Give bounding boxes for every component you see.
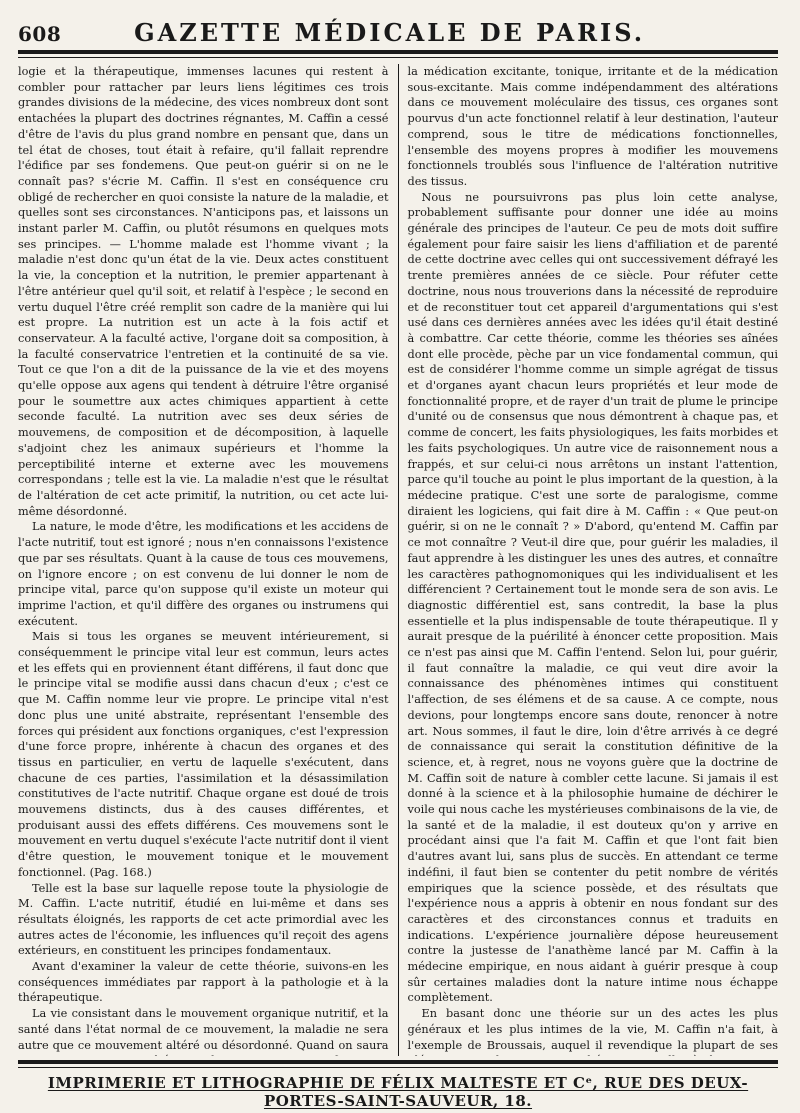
paragraph: En basant donc une théorie sur un des actes les plus généraux et les plus intimes de la vie, M. Caffin n'a fait, à l'exemple de Broussais, auquel il revendique la plupart de ses bbox=[407, 1007, 778, 1052]
paragraph: la médication excitante, tonique, irritante et de la médication sous-excitante. Mais comme indépendamment des altérations dans ce mouvement moléculaire des tissus, ces organes sont pourvus d'un acte fonctionnel relatif à leur destination, l'auteur comprend, sous le titre de médications fonctionnelles, l'ensemble des moyens propres à modifier les mouvemens fonctionnels troublés sous l'influence de l'altération nutritive des tissus. bbox=[407, 65, 778, 188]
paragraph: La nature, le mode d'être, les modifications et les accidens de l'acte nutritif, tout est ignoré ; nous n'en connaissons l'existence que par ses résultats. Quant à la cause de tous ces mouvemens, on l'ignore encore ; on est convenu de lui donner le nom de principe vital, parce qu'on suppose qu'il existe un moteur qui imprime l'action, et qu'il diffère des organes ou instrumens qui exécutent. bbox=[18, 520, 389, 628]
paragraph: Mais si tous les organes se meuvent intérieurement, si conséquemment le principe vital leur est commun, leurs actes et les effets qui en proviennent étant différens, il faut donc que le principe vital se modifie aussi dans chacun d'eux ; c'est ce que M. Caffin nomme leur vie propre. Le principe vital n'est donc plus une unité abstraite, représentant l'ensemble des forces qui président aux fonctions organiques, c'est l'expression d'une force propre, inhérente à chacun des organes et des tissus en particulier, en vertu de laquelle s'exécutent, dans chacune de ces parties, l'assimilation et la désassimilation constitutives de l'acte nutritif. Chaque organe est doué de trois mouvemens distincts, dus à des causes différentes, et produisant aussi des effets différens. Ces mouvemens sont le mouvement en vertu duquel s'exécute l'acte nutritif dont il vient d'être question, le mouvement tonique et le mouvement fonctionnel. (Pag. 168.) bbox=[18, 630, 389, 879]
journal-title: GAZETTE MÉDICALE DE PARIS. bbox=[134, 18, 646, 47]
paragraph: logie et la thérapeutique, immenses lacunes qui restent à combler pour rattacher par leurs liens légitimes ces trois grandes divisions de la médecine, des vices nombreux dont sont entachées la plupart des doctrines régnantes, M. Caffin a cessé d'être de l'avis du plus grand nombre en pensant que, dans un tel état de choses, tout était à refaire, qu'il fallait reprendre l'édifice par ses fondemens. Que peut-on guérir si on ne le connaît pas? s'écrie M. Caffin. Il s'est en conséquence cru obligé de rechercher en quoi consiste la nature de la maladie, et quelles sont ses circonstances. N'anticipons pas, et laissons un instant parler M. Caffin, ou plutôt résumons en quelques mots ses principes. — L'homme malade est l'homme vivant ; la maladie n'est donc qu'un état de la vie. Deux actes constituent la vie, la conception et la nutrition, le premier appartenant à l'être antérieur quel qu'il soit, et relatif à l'espèce ; le second en vertu duquel l'être créé remplit son cadre de la manière qui lui est propre. La nutrition est un acte à la fois actif et conservateur. A la faculté active, l'organe doit sa composition, à la faculté conservatrice l'entretien et la continuité de sa vie. Tout ce que l'on a dit de la puissance de la vie et des moyens qu'elle oppose aux agens qui tendent à détruire l'être organisé pour le soumettre aux actes chimiques appartient à cette seconde faculté. La nutrition avec ses deux séries de mouvemens, de composition et de décomposition, à laquelle s'adjoint chez les animaux supérieurs et l'homme la perceptibilité interne et externe avec les mouvemens correspondans ; telle est la vie. La maladie n'est que le résultat de l'altération de cet acte primitif, la nutrition, ou cet acte lui-même désordonné. bbox=[18, 65, 389, 518]
footer-rule-thin bbox=[18, 1067, 778, 1068]
printer-imprint: IMPRIMERIE ET LITHOGRAPHIE DE FÉLIX MALTESTE ET Cᵉ, RUE DES DEUX-PORTES-SAINT-SAUVEUR, 18. bbox=[47, 1074, 749, 1110]
right-column bbox=[398, 64, 779, 1056]
paragraph: Telle est la base sur laquelle repose toute la physiologie de M. Caffin. L'acte nutritif, étudié en lui-même et dans ses résultats éloignés, les rapports de cet acte primordial avec les autres actes de l'économie, les influences qu'il reçoit des agens extérieurs, en constituent les principes fondamentaux. bbox=[18, 881, 389, 958]
article-columns bbox=[18, 64, 778, 1056]
page-number: 608 bbox=[18, 22, 62, 46]
page-header bbox=[18, 18, 778, 48]
footer-rule bbox=[18, 1060, 778, 1064]
paragraph: Nous ne poursuivrons pas plus loin cette analyse, probablement suffisante pour donner une idée au moins générale des principes de l'auteur. Ce peu de mots doit suffire également pour faire saisir les liens d'affiliation et de parenté de cette doctrine avec celles qui ont successivement défrayé les trente premières années de ce siècle. Pour réfuter cette doctrine, nous nous trouverions dans la nécessité de reproduire et de reconstituer tout cet appareil d'argumentations qui s'est usé dans ces dernières années avec les idées qu'il était destiné à combattre. Car cette théorie, comme les théories ses aînées dont elle procède, pèche par un vice fondamental commun, qui est de considérer l'homme comme un simple agrégat de tissus et d'organes ayant chacun leurs propriétés et leur mode de fonctionnalité propre, et de rayer d'un trait de plume le principe d'unité ou de consensus que nous démontrent à chaque pas, et comme de concert, les faits physiologiques, les faits morbides et les faits psychologiques. Un autre vice de raisonnement nous a frappés, et sur celui-ci nous arrêtons un instant l'attention, parce qu'il touche au point le plus important de la question, à la médecine pratique. C'est une sorte de paralogisme, comme diraient les logiciens, qui fait dire à M. Caffin : « Que peut-on guérir, si on ne le connaît ? » D'abord, qu'entend M. Caffin par ce mot connaître ? Veut-il dire que, pour guérir les maladies, il faut apprendre à les distinguer les unes des autres, et connaître les caractères pathognomoniques qui les individualisent et les différencient ? Certainement tout le monde sera de son avis. Le diagnostic différentiel est, sans contredit, la base la plus essentielle et la plus indispensable de toute thérapeutique. Il y aurait presque de la puérilité à énoncer cette proposition. Mais ce n'est pas ainsi que M. Caffin l'entend. Selon lui, pour guérir, il faut connaître la maladie, ce qui veut dire avoir la connaissance des phénomènes intimes qui constituent l'affection, de ses élémens et de sa cause. A ce compte, nous devions, pour longtemps encore sans doute, renoncer à notre art. Nous sommes, il faut le dire, loin d'être arrivés à ce degré de connaissance qui serait la constitution définitive de la science, et, à regret, nous ne voyons guère que la doctrine de M. Caffin soit de nature à combler cette lacune. Si jamais il est donné à la science et à la philosophie humaine de déchirer le voile qui nous cache les mystérieuses combinaisons de la vie, de la santé et de la maladie, il est douteux qu'on y arrive en procédant ainsi que l'a fait M. Caffin et que l'ont fait bien d'autres avant lui, sans plus de succès. En attendant ce terme indéfini, il faut bien se contenter du petit nombre de vérités empiriques que la science possède, et des résultats que l'expérience nous a appris à obtenir en nous fondant sur des caractères et des circonstances connus et traduits en indications. L'expérience journalière dépose heureusement contre la justesse de l'anathème lancé par M. Caffin à la médecine empirique, en nous aidant à guérir presque à coup sûr certaines maladies dont la nature intime nous échappe complètement. bbox=[407, 190, 778, 1005]
header-rule bbox=[18, 50, 778, 54]
header-rule-thin bbox=[18, 57, 778, 58]
left-column bbox=[18, 64, 398, 1056]
paragraph: Avant d'examiner la valeur de cette théorie, suivons-en les conséquences immédiates par rapport à la pathologie et à la thérapeutique. bbox=[18, 960, 389, 1005]
paragraph: La vie consistant dans le mouvement organique nutritif, et la santé dans l'état normal de ce mouvement, la maladie ne sera autre que ce mouvement altéré ou désordonné. Quand on saura bbox=[18, 1007, 389, 1052]
